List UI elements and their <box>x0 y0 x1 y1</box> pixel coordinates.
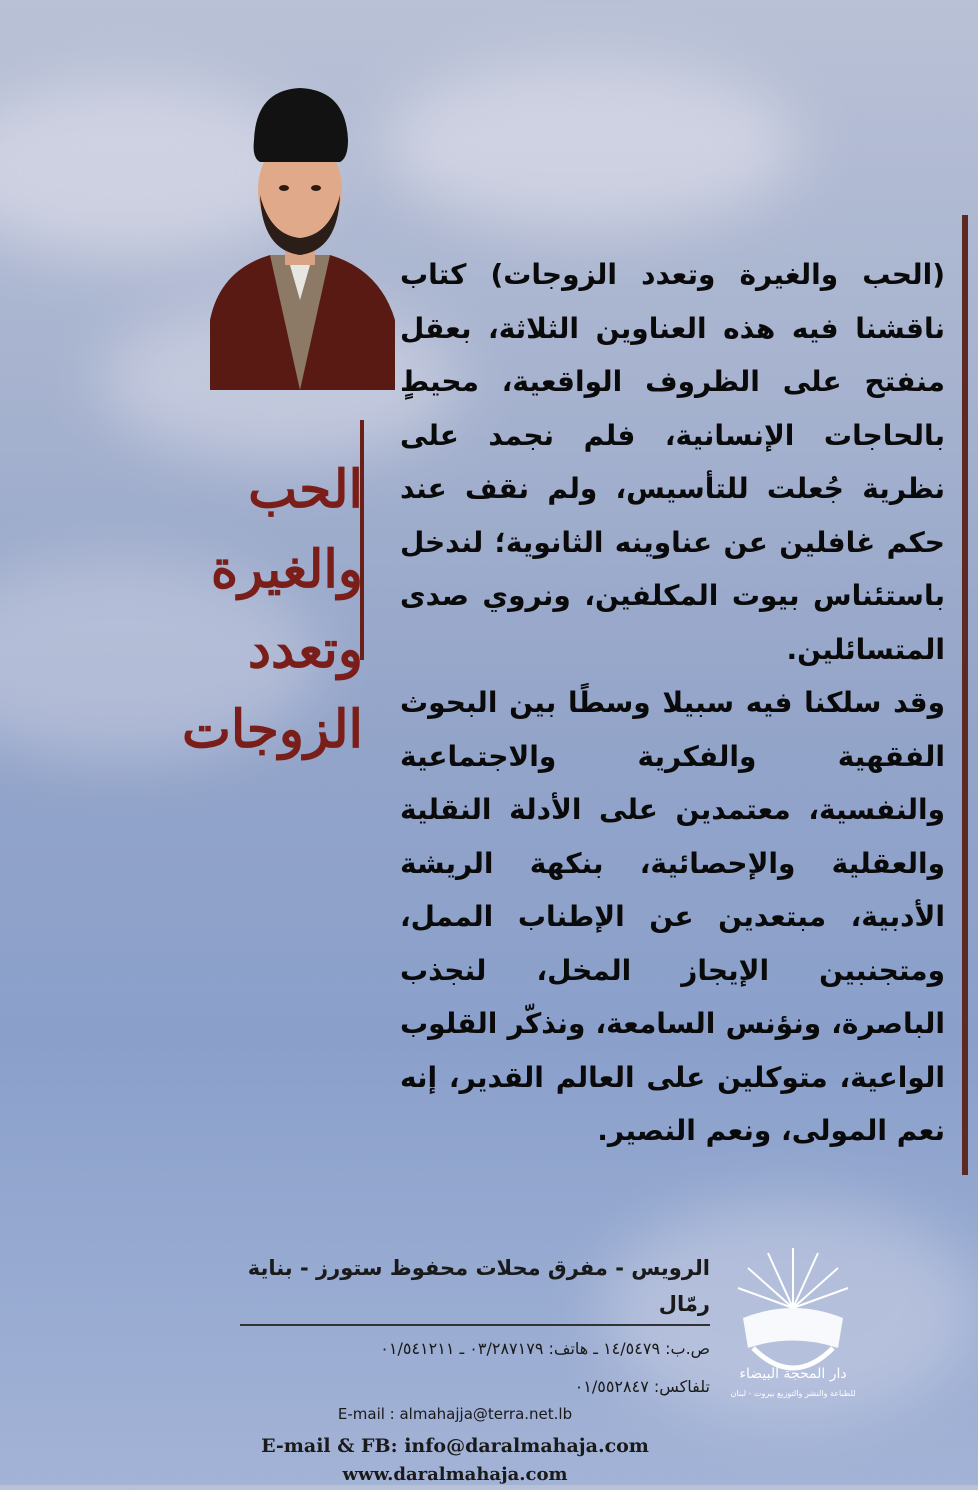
publisher-phone: ص.ب: ١٤/٥٤٧٩ ـ هاتف: ٠٣/٢٨٧١٧٩ ـ ٠١/٥٤١٢١١ <box>380 1339 710 1358</box>
title-line-2: والغيرة <box>210 539 363 600</box>
publisher-email[interactable]: E-mail : almahajja@terra.net.lb <box>337 1405 573 1423</box>
publisher-fax <box>200 1372 710 1402</box>
title-line-1: الحب <box>248 459 363 520</box>
book-title <box>63 450 363 770</box>
publisher-website[interactable]: www.daralmahaja.com <box>342 1464 568 1485</box>
blurb-paragraph-2: وقد سلكنا فيه سبيلا وسطًا بين البحوث الفقهية والفكرية والاجتماعية والنفسية، معتمدين على الأدلة النقلية والعقلية والإحصائية، بنكهة الريشة الأدبية، مبتعدين عن الإطناب الممل، ومتجنبين الإيجاز المخل، لنجذب الباصرة، ونؤنس السامعة، ونذكّر القلوب الواعية، متوكلين على العالم القدير، إنه نعم المولى، ونعم النصير. <box>400 686 945 1147</box>
publisher-contact <box>200 1250 710 1490</box>
publisher-email-fb[interactable]: E-mail & FB: info@daralmahaja.com <box>261 1435 649 1457</box>
author-portrait <box>200 70 400 390</box>
blurb <box>400 248 945 1158</box>
blurb-paragraph-1: (الحب والغيرة وتعدد الزوجات) كتاب ناقشنا فيه هذه العناوين الثلاثة، بعقل منفتح على الظروف الواقعية، محيطٍ بالحاجات الإنسانية، فلم نجمد على نظرية جُعلت للتأسيس، ولم نقف عند حكم غافلين عن عناوينه الثانوية؛ لندخل باستئناس بيوت المكلفين، ونروي صدى المتسائلين. <box>400 258 945 666</box>
publisher-address: الرويس - مفرق محلات محفوظ ستورز - بناية رمّال <box>247 1256 710 1316</box>
title-line-3: وتعدد الزوجات <box>181 619 363 760</box>
svg-text:دار المحجة البيضاء: دار المحجة البيضاء <box>739 1366 847 1382</box>
fax-number: ٠١/٥٥٢٨٤٧ <box>574 1377 649 1396</box>
fax-label: تلفاكس: <box>653 1377 710 1396</box>
text-divider <box>962 215 968 1175</box>
svg-text:للطباعة والنشر والتوزيع بيروت: للطباعة والنشر والتوزيع بيروت - لبنان <box>730 1389 856 1398</box>
publisher-logo <box>728 1238 858 1403</box>
address-underline <box>240 1324 710 1326</box>
